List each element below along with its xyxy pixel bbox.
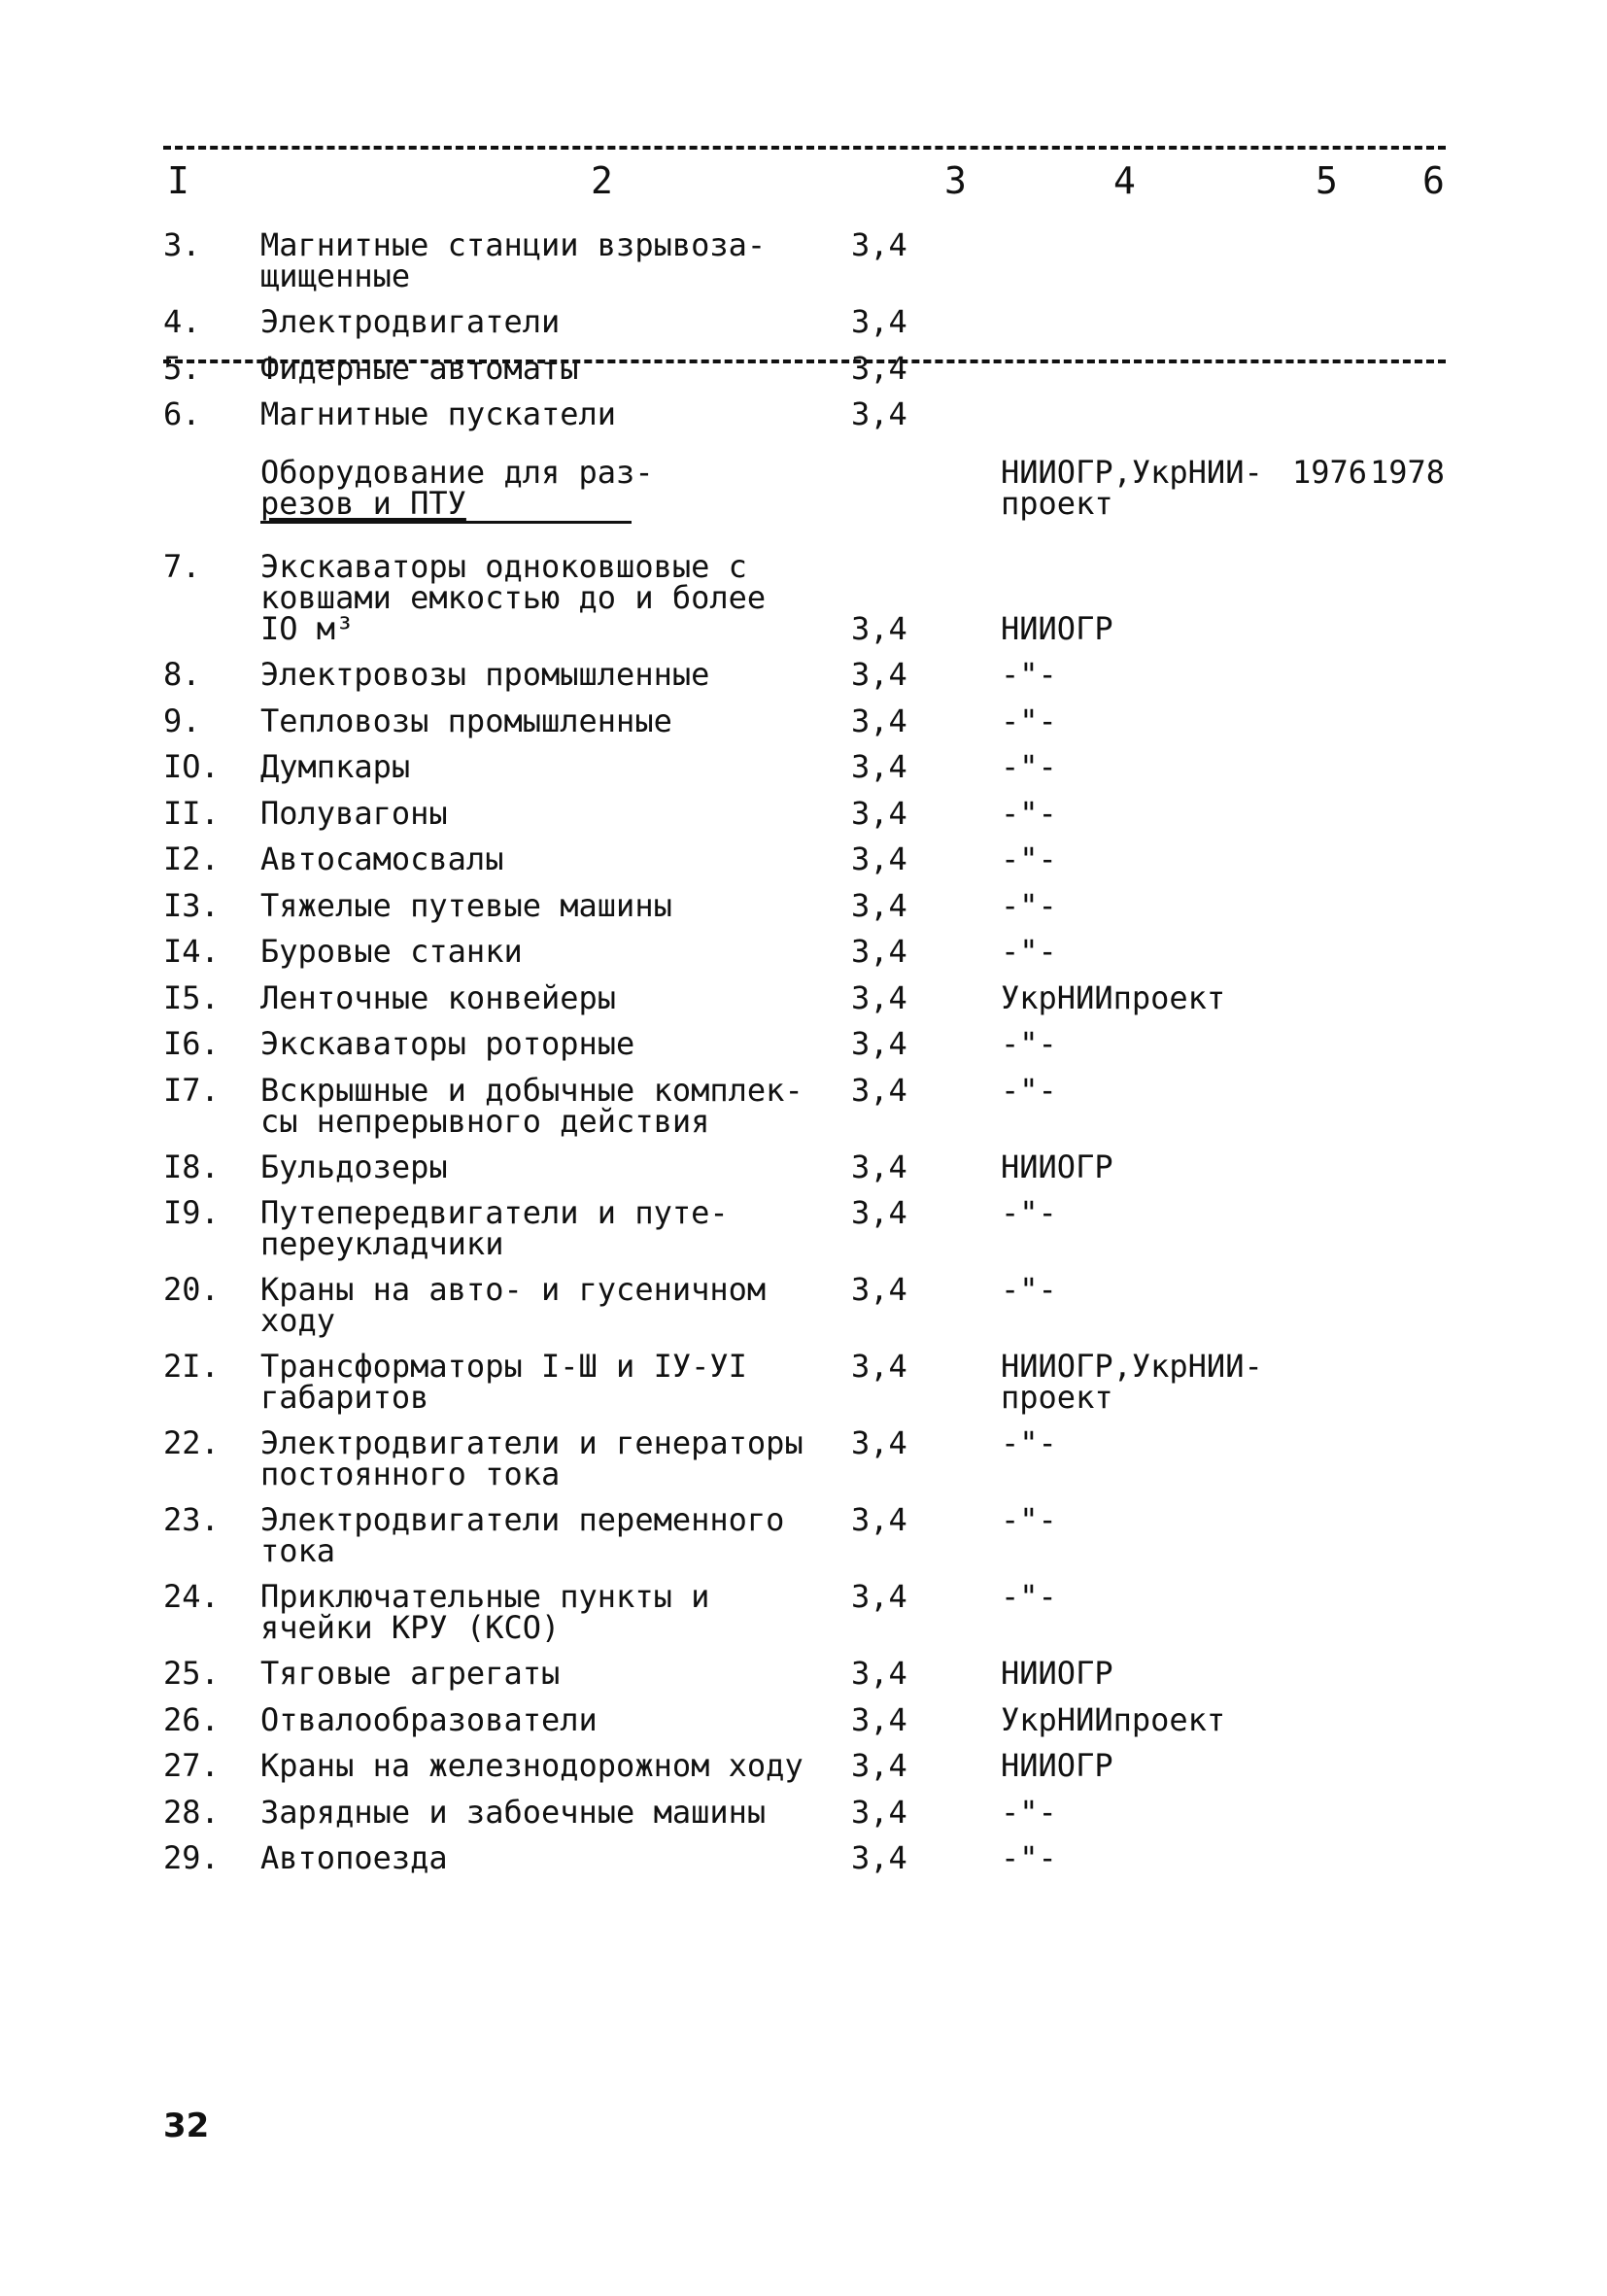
section-year-end: 1978	[1370, 454, 1446, 491]
row-organization	[1001, 1194, 1292, 1231]
row-number: 26.	[163, 1700, 220, 1738]
row-organization-line: УкрНИИпроект	[1001, 978, 1226, 1016]
row-name	[260, 1148, 824, 1185]
row-value: 3,4	[851, 1747, 907, 1784]
row-name	[260, 748, 824, 785]
row-name-line: Фидерные автоматы	[260, 349, 579, 387]
row-name	[260, 1025, 824, 1062]
row-name	[260, 840, 824, 877]
row-number: 29.	[163, 1839, 220, 1876]
row-organization-line: НИИОГР	[1001, 610, 1113, 647]
row-organization	[1001, 978, 1292, 1016]
section-title-line-2: резов и ПТУ	[260, 485, 466, 522]
row-number: 9.	[163, 702, 201, 739]
row-name-line: Электродвигатели и генераторы	[260, 1424, 804, 1461]
row-organization	[1001, 840, 1292, 877]
row-organization-line: НИИОГР	[1001, 1655, 1113, 1692]
row-name-line: Бульдозеры	[260, 1148, 448, 1185]
row-value: 3,4	[851, 978, 907, 1016]
row-organization	[1001, 1700, 1292, 1738]
row-number: 2I.	[163, 1348, 220, 1385]
row-name-line: Думпкары	[260, 748, 411, 785]
row-value: 3,4	[851, 1839, 907, 1876]
row-name-line: Вскрышные и добычные комплек-	[260, 1071, 804, 1109]
row-name	[260, 1501, 824, 1569]
row-organization	[1001, 1025, 1292, 1062]
row-value: 3,4	[851, 1348, 907, 1385]
row-name	[260, 1424, 824, 1492]
row-name-line: Тяговые агрегаты	[260, 1655, 561, 1692]
table-top-rule	[163, 146, 1446, 150]
row-name-line: IO м³	[260, 610, 355, 647]
row-number: 25.	[163, 1655, 220, 1692]
row-value: 3,4	[851, 1501, 907, 1538]
row-organization-line: НИИОГР	[1001, 1747, 1113, 1784]
row-organization-line: -"-	[1001, 1793, 1057, 1831]
row-value: 3,4	[851, 1793, 907, 1831]
row-name	[260, 1655, 824, 1692]
row-number: 23.	[163, 1501, 220, 1538]
row-number: 22.	[163, 1424, 220, 1461]
row-value: 3,4	[851, 748, 907, 785]
row-organization	[1001, 794, 1292, 832]
row-name-line: Магнитные станции взрывоза-	[260, 226, 767, 263]
section-title	[260, 454, 824, 522]
page-number: 32	[163, 2107, 210, 2145]
row-organization-line: -"-	[1001, 1071, 1057, 1109]
row-organization	[1001, 933, 1292, 970]
row-organization-line: УкрНИИпроект	[1001, 1700, 1226, 1738]
section-org-line-1: НИИОГР,УкрНИИ-	[1001, 454, 1263, 491]
row-name	[260, 1747, 824, 1784]
row-name	[260, 1839, 824, 1876]
row-value: 3,4	[851, 610, 907, 647]
row-name-line: Экскаваторы роторные	[260, 1025, 635, 1062]
row-number: 24.	[163, 1578, 220, 1615]
row-number: I6.	[163, 1025, 220, 1062]
row-name	[260, 1578, 824, 1646]
row-organization-line: -"-	[1001, 656, 1057, 693]
row-value: 3,4	[851, 1148, 907, 1185]
section-org	[1001, 454, 1292, 522]
row-name-line: Трансформаторы I-Ш и IУ-УI	[260, 1348, 747, 1385]
row-organization-line: НИИОГР	[1001, 1148, 1113, 1185]
row-name-line: тока	[260, 1532, 336, 1569]
row-name-line: Ленточные конвейеры	[260, 978, 617, 1016]
row-value: 3,4	[851, 1071, 907, 1109]
row-name-line: сы непрерывного действия	[260, 1102, 710, 1140]
row-organization	[1001, 1655, 1292, 1692]
row-organization-line: -"-	[1001, 1194, 1057, 1231]
row-organization	[1001, 1148, 1292, 1185]
row-name-line: Электродвигатели	[260, 303, 561, 340]
row-name	[260, 886, 824, 924]
row-value: 3,4	[851, 226, 907, 263]
row-name	[260, 548, 824, 647]
row-name	[260, 794, 824, 832]
row-number: I4.	[163, 933, 220, 970]
row-value: 3,4	[851, 1578, 907, 1615]
header-col-6: 6	[1419, 157, 1449, 204]
row-organization-line: -"-	[1001, 1578, 1057, 1615]
row-name	[260, 1348, 824, 1416]
row-name-line: Краны на авто- и гусеничном	[260, 1271, 767, 1308]
row-value: 3,4	[851, 702, 907, 739]
row-name	[260, 978, 824, 1016]
row-name-line: переукладчики	[260, 1225, 504, 1262]
row-value: 3,4	[851, 1424, 907, 1461]
row-name-line: ходу	[260, 1302, 336, 1339]
row-organization-line: проект	[1001, 1379, 1113, 1416]
row-number: I8.	[163, 1148, 220, 1185]
row-name-line: постоянного тока	[260, 1456, 561, 1492]
row-number: 5.	[163, 349, 201, 387]
row-name	[260, 349, 824, 387]
row-number: I7.	[163, 1071, 220, 1109]
row-organization	[1001, 1793, 1292, 1831]
row-organization	[1001, 1501, 1292, 1538]
row-organization-line: -"-	[1001, 794, 1057, 832]
row-value: 3,4	[851, 886, 907, 924]
row-name	[260, 395, 824, 432]
row-name	[260, 1194, 824, 1262]
row-number: II.	[163, 794, 220, 832]
section-year-start: 1976	[1292, 454, 1368, 491]
row-value: 3,4	[851, 1194, 907, 1231]
row-number: 8.	[163, 656, 201, 693]
section-title-line-1: Оборудование для раз-	[260, 454, 654, 491]
row-number: 6.	[163, 395, 201, 432]
header-col-1: I	[163, 157, 193, 204]
header-col-5: 5	[1312, 157, 1342, 204]
row-value: 3,4	[851, 395, 907, 432]
row-name-line: Электродвигатели переменного	[260, 1501, 785, 1538]
row-organization	[1001, 702, 1292, 739]
row-organization-line: -"-	[1001, 702, 1057, 739]
row-organization	[1001, 656, 1292, 693]
row-organization-line: НИИОГР,УкрНИИ-	[1001, 1348, 1263, 1385]
row-value: 3,4	[851, 1271, 907, 1308]
row-number: I9.	[163, 1194, 220, 1231]
row-organization-line: -"-	[1001, 840, 1057, 877]
row-name-line: Приключательные пункты и	[260, 1578, 710, 1615]
row-name-line: Экскаваторы одноковшовые с	[260, 548, 747, 585]
row-organization	[1001, 1747, 1292, 1784]
row-organization	[1001, 886, 1292, 924]
row-organization-line: -"-	[1001, 1424, 1057, 1461]
row-name-line: Автосамосвалы	[260, 840, 504, 877]
row-name-line: Магнитные пускатели	[260, 395, 617, 432]
row-name-line: Отвалообразователи	[260, 1700, 598, 1738]
row-value: 3,4	[851, 933, 907, 970]
row-number: 28.	[163, 1793, 220, 1831]
row-name	[260, 702, 824, 739]
header-col-3: 3	[940, 157, 971, 204]
row-value: 3,4	[851, 656, 907, 693]
row-organization	[1001, 1348, 1292, 1416]
row-organization	[1001, 610, 1292, 647]
row-name-line: Тепловозы промышленные	[260, 702, 672, 739]
row-value: 3,4	[851, 1655, 907, 1692]
row-name	[260, 303, 824, 340]
row-number: I2.	[163, 840, 220, 877]
row-name	[260, 1071, 824, 1140]
row-number: 27.	[163, 1747, 220, 1784]
row-organization	[1001, 1578, 1292, 1615]
row-name-line: ковшами емкостью до и более	[260, 579, 767, 616]
table-header	[0, 157, 1607, 216]
row-name-line: Тяжелые путевые машины	[260, 886, 672, 924]
row-number: 20.	[163, 1271, 220, 1308]
row-organization-line: -"-	[1001, 886, 1057, 924]
row-organization-line: -"-	[1001, 748, 1057, 785]
row-organization-line: -"-	[1001, 1501, 1057, 1538]
row-value: 3,4	[851, 303, 907, 340]
row-number: I5.	[163, 978, 220, 1016]
row-name	[260, 226, 824, 294]
row-number: IO.	[163, 748, 220, 785]
row-organization	[1001, 748, 1292, 785]
row-name-line: Краны на железнодорожном ходу	[260, 1747, 804, 1784]
row-value: 3,4	[851, 794, 907, 832]
row-organization-line: -"-	[1001, 1839, 1057, 1876]
row-name-line: Автопоезда	[260, 1839, 448, 1876]
row-organization	[1001, 1271, 1292, 1308]
row-name-line: Полувагоны	[260, 794, 448, 832]
row-organization-line: -"-	[1001, 1271, 1057, 1308]
row-organization-line: -"-	[1001, 933, 1057, 970]
row-name	[260, 1271, 824, 1339]
row-organization-line: -"-	[1001, 1025, 1057, 1062]
row-name-line: щищенные	[260, 257, 411, 294]
row-number: 3.	[163, 226, 201, 263]
row-name-line: Электровозы промышленные	[260, 656, 710, 693]
row-name	[260, 1793, 824, 1831]
row-value: 3,4	[851, 1700, 907, 1738]
row-name-line: ячейки КРУ (КСО)	[260, 1609, 561, 1646]
row-name-line: габаритов	[260, 1379, 429, 1416]
row-organization	[1001, 1839, 1292, 1876]
row-name	[260, 1700, 824, 1738]
row-name-line: Зарядные и забоечные машины	[260, 1793, 767, 1831]
row-value: 3,4	[851, 349, 907, 387]
header-col-4: 4	[1110, 157, 1140, 204]
header-col-2: 2	[587, 157, 617, 204]
row-number: 4.	[163, 303, 201, 340]
row-value: 3,4	[851, 1025, 907, 1062]
section-underline	[260, 521, 632, 524]
row-organization	[1001, 1071, 1292, 1109]
row-name-line: Буровые станки	[260, 933, 523, 970]
section-org-line-2: проект	[1001, 485, 1113, 522]
row-value: 3,4	[851, 840, 907, 877]
row-name	[260, 656, 824, 693]
row-name-line: Путепередвигатели и путе-	[260, 1194, 729, 1231]
row-organization	[1001, 1424, 1292, 1461]
row-name	[260, 933, 824, 970]
row-number: I3.	[163, 886, 220, 924]
row-number: 7.	[163, 548, 201, 585]
